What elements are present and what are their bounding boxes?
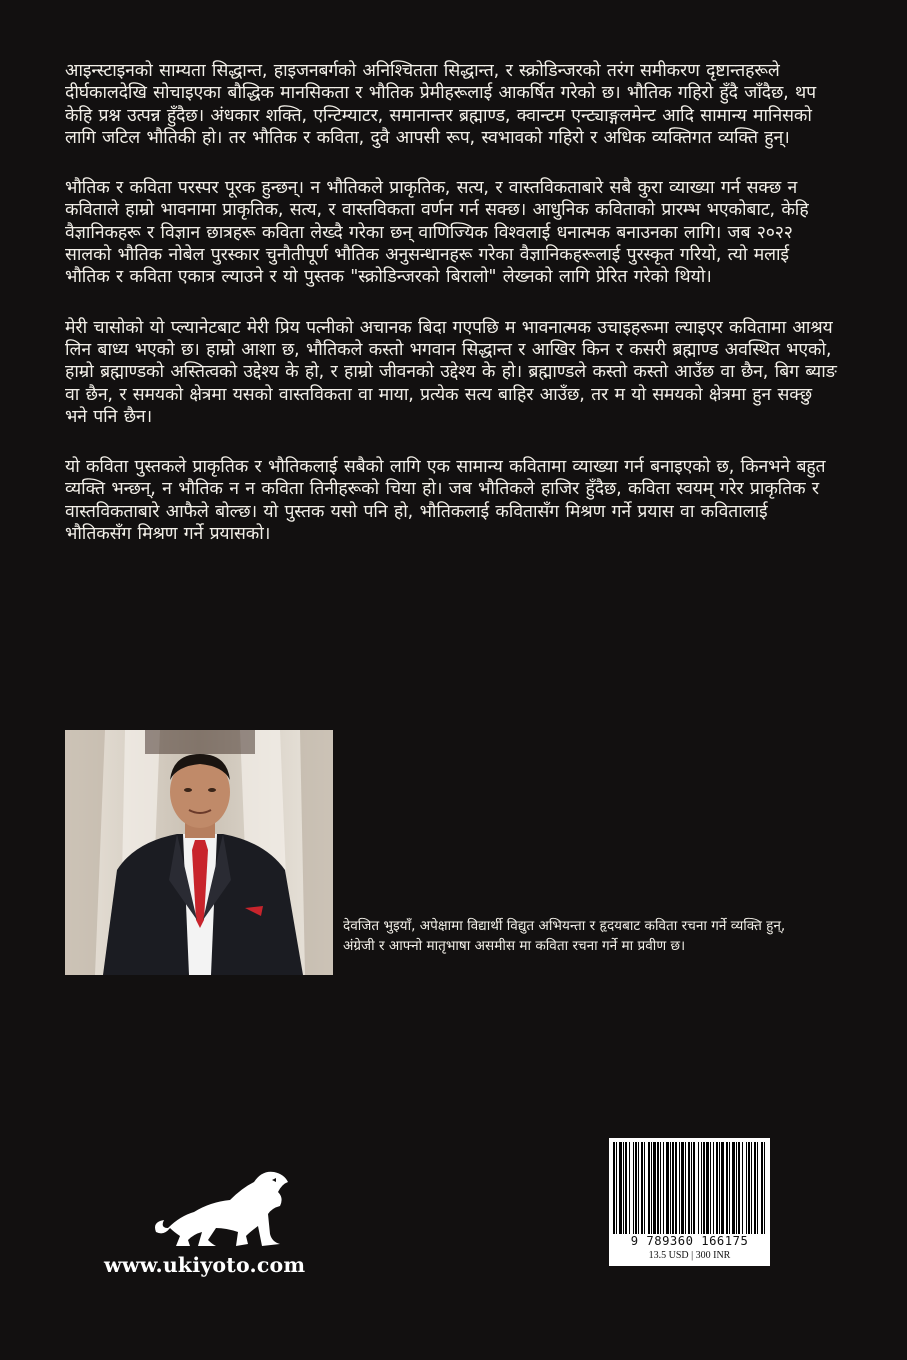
barcode-bar xyxy=(679,1142,680,1234)
barcode-bar xyxy=(698,1142,699,1234)
barcode-bar xyxy=(670,1142,671,1234)
barcode-bar xyxy=(648,1142,650,1234)
barcode-bar xyxy=(625,1142,627,1234)
barcode-bar xyxy=(638,1142,639,1234)
publisher-website-link[interactable]: www.ukiyoto.com xyxy=(104,1253,306,1277)
barcode-bar xyxy=(710,1142,711,1234)
barcode-bar xyxy=(764,1142,765,1234)
barcode-bar xyxy=(761,1142,763,1234)
barcode-bar xyxy=(716,1142,718,1234)
barcode-bar xyxy=(653,1142,656,1234)
barcode-bar xyxy=(681,1142,684,1234)
barcode-bar xyxy=(701,1142,702,1234)
barcode-bars xyxy=(613,1142,766,1234)
blurb-paragraph-1: आइन्स्टाइनको साम्यता सिद्धान्त, हाइजनबर्गको अनिश्चितता सिद्धान्त, र स्क्रोडिन्जरको तरंग समीकरण दृष्टान्तहरूले दीर्घकालदेखि सोचाइएका बौद्धिक मानसिकता र भौतिक प्रेमीहरूलाई आकर्षित गरेको छ। भौतिक गहिरो हुँदै जाँदैछ, थप केहि प्रश्न उत्पन्न हुँदैछ। अंधकार शक्ति, एन्टिम्याटर, समानान्तर ब्रह्माण्ड, क्वान्टम एन्ट्याङ्गलमेन्ट आदि सामान्य मानिसको लागि जटिल भौतिकी हो। तर भौतिक र कविता, दुवै आपसी रूप, स्वभावको गहिरो र अधिक व्यक्तिगत व्यक्ति हुन्। xyxy=(65,61,816,148)
barcode-bar xyxy=(613,1142,615,1234)
barcode-bar xyxy=(651,1142,652,1234)
isbn-digits: 9 789360 166175 xyxy=(630,1234,749,1248)
author-bio: देवजित भुइयाँ, अपेक्षामा विद्यार्थी विद्युत अभियन्ता र हृदयबाट कविता रचना गर्ने व्यक्ति हुन्, अंग्रेजी र आफ्नो मातृभाषा असमीस मा कविता रचना गर्ने मा प्रवीण छ। xyxy=(343,918,786,954)
barcode-bar xyxy=(757,1142,758,1234)
barcode-bar xyxy=(633,1142,634,1234)
barcode-bar xyxy=(732,1142,735,1234)
price-label: 13.5 USD | 300 INR xyxy=(648,1250,731,1261)
barcode-bar xyxy=(685,1142,686,1234)
barcode xyxy=(609,1138,770,1266)
author-photo xyxy=(65,730,333,975)
barcode-bar xyxy=(729,1142,730,1234)
barcode-bar xyxy=(672,1142,674,1234)
barcode-bar xyxy=(693,1142,695,1234)
barcode-bar xyxy=(660,1142,661,1234)
barcode-bar xyxy=(663,1142,664,1234)
barcode-bar xyxy=(706,1142,709,1234)
blurb-paragraph-4: यो कविता पुस्तकले प्राकृतिक र भौतिकलाई सबैको लागि एक सामान्य कवितामा व्याख्या गर्न बनाइएको छ, किनभने बहुत व्यक्ति भन्छन्, न भौतिक न न कविता तिनीहरूको चिया हो। जब भौतिकले हाजिर हुँदैछ, कविता स्वयम् गरेर प्राकृतिक र वास्तविकताबारे आफैले बोल्छ। यो पुस्तक यसो पनि हो, भौतिकलाई कवितासँग मिश्रण गर्ने प्रयास वा कवितालाई भौतिकसँग मिश्रण गर्ने प्रयासको। xyxy=(65,457,826,545)
blurb-paragraph-2: भौतिक र कविता परस्पर पूरक हुन्छन्। न भौतिकले प्राकृतिक, सत्य, र वास्तविकताबारे सबै कुरा व्याख्या गर्न सक्छ न कविताले हाम्रो भावनामा प्राकृतिक, सत्य, र वास्तविकता वर्णन गर्न सक्छ। आधुनिक कविताको प्रारम्भ भएकोबाट, केहि वैज्ञानिकहरू र विज्ञान छात्रहरू कविता लेख्दै गरेका छन् वाणिज्यिक विश्वलाई धनात्मक बनाउनका लागि। जब २०२२ सालको भौतिक नोबेल पुरस्कार चुनौतीपूर्ण भौतिक अनुसन्धानहरू गरेका वैज्ञानिकहरूलाई पुरस्कृत गरियो, त्यो मलाई भौतिक र कविता एकात्र ल्याउने र यो पुस्तक "स्क्रोडिन्जरको बिरालो" लेख्नको लागि प्रेरित गरेको थियो। xyxy=(65,178,809,288)
barcode-bar xyxy=(738,1142,740,1234)
barcode-bar xyxy=(748,1142,750,1234)
lion-icon xyxy=(150,1162,295,1252)
blurb xyxy=(65,60,837,573)
barcode-bar xyxy=(644,1142,645,1234)
barcode-bar xyxy=(719,1142,720,1234)
publisher-logo xyxy=(150,1162,295,1252)
barcode-bar xyxy=(721,1142,724,1234)
barcode-bar xyxy=(635,1142,637,1234)
barcode-bar xyxy=(629,1142,630,1234)
barcode-bar xyxy=(754,1142,756,1234)
barcode-bar xyxy=(703,1142,705,1234)
barcode-bar xyxy=(688,1142,690,1234)
barcode-bar xyxy=(657,1142,659,1234)
barcode-bar xyxy=(666,1142,669,1234)
barcode-bar xyxy=(746,1142,747,1234)
barcode-bar xyxy=(675,1142,677,1234)
barcode-bar xyxy=(713,1142,714,1234)
barcode-bar xyxy=(736,1142,737,1234)
barcode-bar xyxy=(641,1142,643,1234)
barcode-bar xyxy=(619,1142,622,1234)
barcode-bar xyxy=(623,1142,624,1234)
barcode-bar xyxy=(742,1142,743,1234)
barcode-bar xyxy=(726,1142,728,1234)
barcode-bar xyxy=(691,1142,692,1234)
barcode-bar xyxy=(616,1142,617,1234)
barcode-bar xyxy=(751,1142,752,1234)
blurb-paragraph-3: मेरी चासोको यो प्ल्यानेटबाट मेरी प्रिय पत्नीको अचानक बिदा गएपछि म भावनात्मक उचाइहरूमा ल्याइएर कवितामा आश्रय लिन बाध्य भएको छ। हाम्रो आशा छ, भौतिकले कस्तो भगवान सिद्धान्त र आखिर किन र कसरी ब्रह्माण्ड अवस्थित भएको, हाम्रो ब्रह्माण्डको अस्तित्वको उद्देश्य के हो, र हाम्रो जीवनको उद्देश्य के हो। ब्रह्माण्डले कस्तो कस्तो आउँछ वा छैन, बिग ब्याङ वा छैन, र समयको क्षेत्रमा यसको वास्तविकता वा माया, प्रत्येक सत्य बाहिर आउँछ, तर म यो समयको क्षेत्रमा हुन सक्छु भने पनि छैन। xyxy=(65,317,837,427)
